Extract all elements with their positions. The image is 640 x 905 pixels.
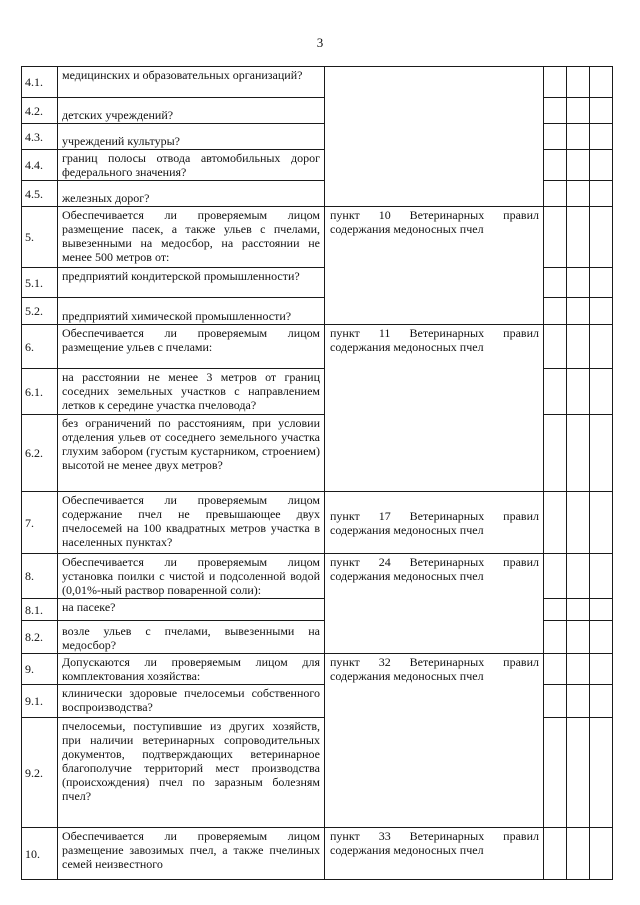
row-number: 4.1. [22, 67, 58, 98]
answer-cell[interactable] [590, 298, 613, 325]
row-question: учреждений культуры? [58, 124, 325, 150]
answer-cell[interactable] [567, 718, 590, 828]
row-number: 9.1. [22, 685, 58, 718]
answer-cell[interactable] [567, 369, 590, 415]
row-question: Обеспечивается ли проверяемым лицом содержание пчел не превышающее двух пчелосемей на 100 квадратных метров участка в населенных пунктах? [58, 492, 325, 554]
answer-cell[interactable] [590, 325, 613, 369]
row-number: 9. [22, 654, 58, 685]
row-question: Обеспечивается ли проверяемым лицом установка поилки с чистой и подсоленной водой (0,01%-ный раствор поваренной соли): [58, 554, 325, 599]
row-question: предприятий химической промышленности? [58, 298, 325, 325]
row-number: 6. [22, 325, 58, 369]
answer-cell[interactable] [590, 654, 613, 685]
row-question: Обеспечивается ли проверяемым лицом размещение ульев с пчелами: [58, 325, 325, 369]
answer-cell[interactable] [567, 325, 590, 369]
answer-cell[interactable] [567, 298, 590, 325]
answer-cell[interactable] [544, 554, 567, 599]
row-number: 8. [22, 554, 58, 599]
answer-cell[interactable] [590, 369, 613, 415]
answer-cell[interactable] [567, 685, 590, 718]
answer-cell[interactable] [590, 268, 613, 298]
row-number: 8.1. [22, 599, 58, 621]
answer-cell[interactable] [544, 492, 567, 554]
answer-cell[interactable] [544, 207, 567, 268]
answer-cell[interactable] [544, 718, 567, 828]
row-question: предприятий кондитерской промышленности? [58, 268, 325, 298]
answer-cell[interactable] [567, 554, 590, 599]
row-question: пчелосемьи, поступившие из других хозяйств, при наличии ветеринарных сопроводительных документов, подтверждающих ветеринарное благополучие территорий мест производства (происхождения) пчел по заразным болезням пчел? [58, 718, 325, 828]
answer-cell[interactable] [544, 685, 567, 718]
answer-cell[interactable] [567, 492, 590, 554]
checklist-table [21, 66, 613, 880]
answer-cell[interactable] [567, 67, 590, 98]
row-legal-reference: пункт 17 Ветеринарных правил содержания медоносных пчел [325, 492, 544, 554]
row-number: 5.1. [22, 268, 58, 298]
answer-cell[interactable] [590, 828, 613, 880]
table-row [22, 67, 613, 98]
answer-cell[interactable] [567, 150, 590, 181]
row-question: медицинских и образовательных организаций? [58, 67, 325, 98]
row-number: 4.4. [22, 150, 58, 181]
row-number: 10. [22, 828, 58, 880]
row-number: 8.2. [22, 621, 58, 654]
answer-cell[interactable] [544, 98, 567, 124]
answer-cell[interactable] [590, 150, 613, 181]
answer-cell[interactable] [590, 67, 613, 98]
answer-cell[interactable] [544, 415, 567, 492]
row-question: детских учреждений? [58, 98, 325, 124]
row-number: 6.2. [22, 415, 58, 492]
answer-cell[interactable] [590, 492, 613, 554]
row-legal-reference: пункт 10 Ветеринарных правил содержания медоносных пчел [325, 207, 544, 325]
answer-cell[interactable] [544, 828, 567, 880]
table-row [22, 554, 613, 599]
answer-cell[interactable] [567, 98, 590, 124]
row-number: 5. [22, 207, 58, 268]
answer-cell[interactable] [590, 685, 613, 718]
row-legal-reference: пункт 33 Ветеринарных правил содержания медоносных пчел [325, 828, 544, 880]
row-question: без ограничений по расстояниям, при условии отделения ульев от соседнего земельного участка глухим забором (густым кустарником, строением) высотой не менее двух метров? [58, 415, 325, 492]
row-question: железных дорог? [58, 181, 325, 207]
row-question: на расстоянии не менее 3 метров от границ соседних земельных участков с направлением летков к середине участка пчеловода? [58, 369, 325, 415]
row-number: 5.2. [22, 298, 58, 325]
answer-cell[interactable] [544, 325, 567, 369]
row-number: 6.1. [22, 369, 58, 415]
table-row [22, 654, 613, 685]
row-number: 9.2. [22, 718, 58, 828]
row-question: Допускаются ли проверяемым лицом для комплектования хозяйства: [58, 654, 325, 685]
row-question: клинически здоровые пчелосемьи собственного воспроизводства? [58, 685, 325, 718]
row-question: возле ульев с пчелами, вывезенными на медосбор? [58, 621, 325, 654]
answer-cell[interactable] [590, 599, 613, 621]
answer-cell[interactable] [567, 268, 590, 298]
row-number: 4.2. [22, 98, 58, 124]
answer-cell[interactable] [590, 207, 613, 268]
answer-cell[interactable] [544, 298, 567, 325]
answer-cell[interactable] [567, 415, 590, 492]
answer-cell[interactable] [590, 181, 613, 207]
answer-cell[interactable] [544, 654, 567, 685]
answer-cell[interactable] [544, 124, 567, 150]
answer-cell[interactable] [590, 98, 613, 124]
row-question: на пасеке? [58, 599, 325, 621]
table-row [22, 492, 613, 554]
answer-cell[interactable] [567, 599, 590, 621]
row-legal-reference: пункт 11 Ветеринарных правил содержания медоносных пчел [325, 325, 544, 492]
answer-cell[interactable] [544, 369, 567, 415]
row-legal-reference: пункт 32 Ветеринарных правил содержания медоносных пчел [325, 654, 544, 828]
table-row [22, 828, 613, 880]
table-row [22, 325, 613, 369]
row-legal-reference: пункт 24 Ветеринарных правил содержания медоносных пчел [325, 554, 544, 654]
answer-cell[interactable] [590, 718, 613, 828]
answer-cell[interactable] [567, 621, 590, 654]
answer-cell[interactable] [567, 654, 590, 685]
row-number: 7. [22, 492, 58, 554]
answer-cell[interactable] [544, 181, 567, 207]
answer-cell[interactable] [590, 554, 613, 599]
answer-cell[interactable] [567, 207, 590, 268]
answer-cell[interactable] [544, 621, 567, 654]
answer-cell[interactable] [567, 828, 590, 880]
row-question: Обеспечивается ли проверяемым лицом размещение пасек, а также ульев с пчелами, вывезенными на медосбор, на расстоянии не менее 500 метров от: [58, 207, 325, 268]
answer-cell[interactable] [544, 599, 567, 621]
row-question: Обеспечивается ли проверяемым лицом размещение завозимых пчел, а также пчелиных семей неизвестного [58, 828, 325, 880]
answer-cell[interactable] [590, 124, 613, 150]
page-number: 3 [316, 35, 324, 50]
row-legal-reference [325, 67, 544, 207]
answer-cell[interactable] [590, 415, 613, 492]
row-question: границ полосы отвода автомобильных дорог федерального значения? [58, 150, 325, 181]
row-number: 4.5. [22, 181, 58, 207]
answer-cell[interactable] [544, 67, 567, 98]
row-number: 4.3. [22, 124, 58, 150]
answer-cell[interactable] [544, 268, 567, 298]
table-row [22, 207, 613, 268]
answer-cell[interactable] [590, 621, 613, 654]
answer-cell[interactable] [567, 181, 590, 207]
answer-cell[interactable] [544, 150, 567, 181]
answer-cell[interactable] [567, 124, 590, 150]
